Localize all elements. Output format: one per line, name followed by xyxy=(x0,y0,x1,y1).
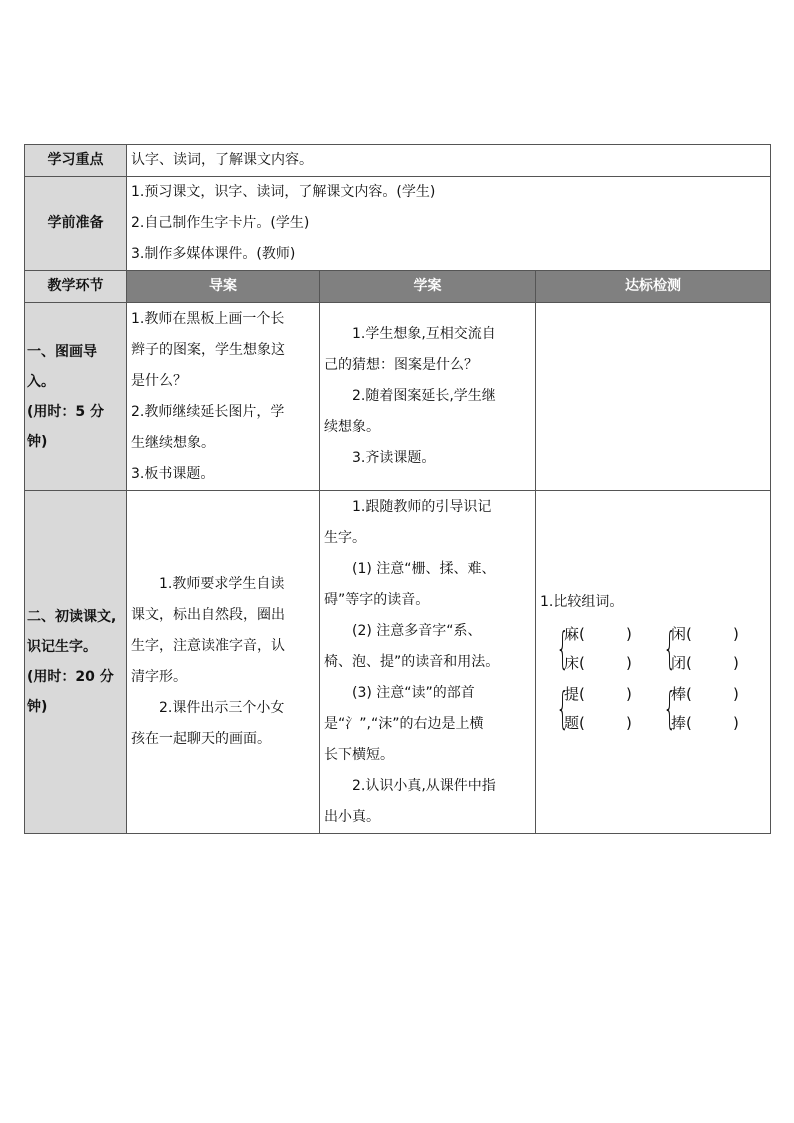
word-blank: 麻( ) xyxy=(564,624,632,643)
header-guide: 导案 xyxy=(127,271,320,303)
prep-item: 3.制作多媒体课件。(教师) xyxy=(131,246,296,262)
word-blank: 提( ) xyxy=(564,684,632,703)
stage2-study-line: 碍”等字的读音。 xyxy=(324,591,430,608)
stage2-guide-line: 课文，标出自然段，圈出 xyxy=(131,607,285,623)
stage2-guide-line: 孩在一起聊天的画面。 xyxy=(131,731,271,747)
stage1-title-line: (用时：5 分 xyxy=(27,403,105,420)
word-pair-row xyxy=(552,680,766,738)
focus-label: 学习重点 xyxy=(25,145,127,177)
stage1-title-line: 钟) xyxy=(27,433,48,450)
stage2-title-line: 钟) xyxy=(27,699,48,715)
prep-item: 2.自己制作生字卡片。(学生) xyxy=(131,215,310,231)
word-group xyxy=(659,620,766,678)
stage1-study xyxy=(320,303,536,491)
stage2-guide-line: 2.课件出示三个小女 xyxy=(159,700,285,716)
word-pair-row xyxy=(552,620,766,678)
stage2-title-line: 二、初读课文, xyxy=(27,609,117,625)
stage2-study-line: 1.跟随教师的引导识记 xyxy=(352,498,492,515)
stage1-guide-line: 辫子的图案，学生想象这 xyxy=(131,341,285,358)
stage2-study xyxy=(320,491,536,834)
brace-icon: { xyxy=(556,622,569,674)
stage1-guide-line: 1.教师在黑板上画一个长 xyxy=(131,310,285,327)
stage2-study-line: (1) 注意“栅、揉、难、 xyxy=(352,560,496,577)
stage2-guide-line: 生字，注意读准字音，认 xyxy=(131,638,285,654)
stage2-study-line: 长下横短。 xyxy=(324,746,394,763)
stage2-study-line: 生字。 xyxy=(324,529,366,546)
stage2-guide-line: 1.教师要求学生自读 xyxy=(159,576,285,592)
stage2-study-line: (3) 注意“读”的部首 xyxy=(352,684,475,701)
stage1-row xyxy=(25,303,771,491)
check-title: 1.比较组词。 xyxy=(540,593,624,610)
brace-icon: { xyxy=(663,682,677,734)
prep-content xyxy=(127,177,771,271)
stage1-title xyxy=(25,303,127,491)
header-check: 达标检测 xyxy=(536,271,771,303)
stage2-check xyxy=(536,491,771,834)
brace-icon: { xyxy=(663,622,677,674)
word-blank: 题( ) xyxy=(564,713,632,732)
stage1-study-line: 2.随着图案延长,学生继 xyxy=(352,388,496,404)
stage2-study-line: (2) 注意多音字“系、 xyxy=(352,622,482,639)
stage1-check xyxy=(536,303,771,491)
stage1-guide-line: 2.教师继续延长图片，学 xyxy=(131,403,285,420)
stage1-study-line: 3.齐读课题。 xyxy=(352,450,436,466)
word-group xyxy=(659,680,766,738)
header-row xyxy=(25,271,771,303)
lesson-plan-table xyxy=(24,144,771,834)
stage2-guide-line: 清字形。 xyxy=(131,669,187,685)
stage1-guide-line: 3.板书课题。 xyxy=(131,465,215,482)
stage1-guide-line: 生继续想象。 xyxy=(131,434,215,451)
word-blank: 棒( ) xyxy=(671,684,739,703)
stage2-title-line: 识记生字。 xyxy=(27,639,97,655)
prep-label: 学前准备 xyxy=(25,177,127,271)
stage1-study-line: 己的猜想：图案是什么？ xyxy=(324,357,478,373)
stage2-row xyxy=(25,491,771,834)
header-study: 学案 xyxy=(320,271,536,303)
stage2-study-line: 是“氵”,“沫”的右边是上横 xyxy=(324,715,484,732)
focus-content: 认字、读词，了解课文内容。 xyxy=(127,145,771,177)
header-stage: 教学环节 xyxy=(25,271,127,303)
prep-item: 1.预习课文，识字、读词，了解课文内容。(学生) xyxy=(131,184,436,200)
stage1-guide-line: 是什么？ xyxy=(131,372,187,389)
word-blank: 捧( ) xyxy=(671,713,739,732)
word-blank: 床( ) xyxy=(564,653,632,672)
prep-row xyxy=(25,177,771,271)
stage2-guide xyxy=(127,491,320,834)
stage1-study-line: 续想象。 xyxy=(324,419,380,435)
word-blank: 闭( ) xyxy=(671,653,739,672)
stage1-study-line: 1.学生想象,互相交流自 xyxy=(352,326,496,342)
word-group xyxy=(552,680,659,738)
brace-icon: { xyxy=(556,682,569,734)
stage1-guide xyxy=(127,303,320,491)
word-blank: 闲( ) xyxy=(671,624,739,643)
stage1-title-line: 一、图画导入。 xyxy=(27,343,97,390)
stage2-study-line: 2.认识小真,从课件中指 xyxy=(352,777,496,794)
focus-row xyxy=(25,145,771,177)
stage2-title xyxy=(25,491,127,834)
stage2-study-line: 出小真。 xyxy=(324,808,380,825)
stage2-title-line: (用时：20 分 xyxy=(27,669,114,685)
word-group xyxy=(552,620,659,678)
stage2-study-line: 椅、泡、提”的读音和用法。 xyxy=(324,653,500,670)
